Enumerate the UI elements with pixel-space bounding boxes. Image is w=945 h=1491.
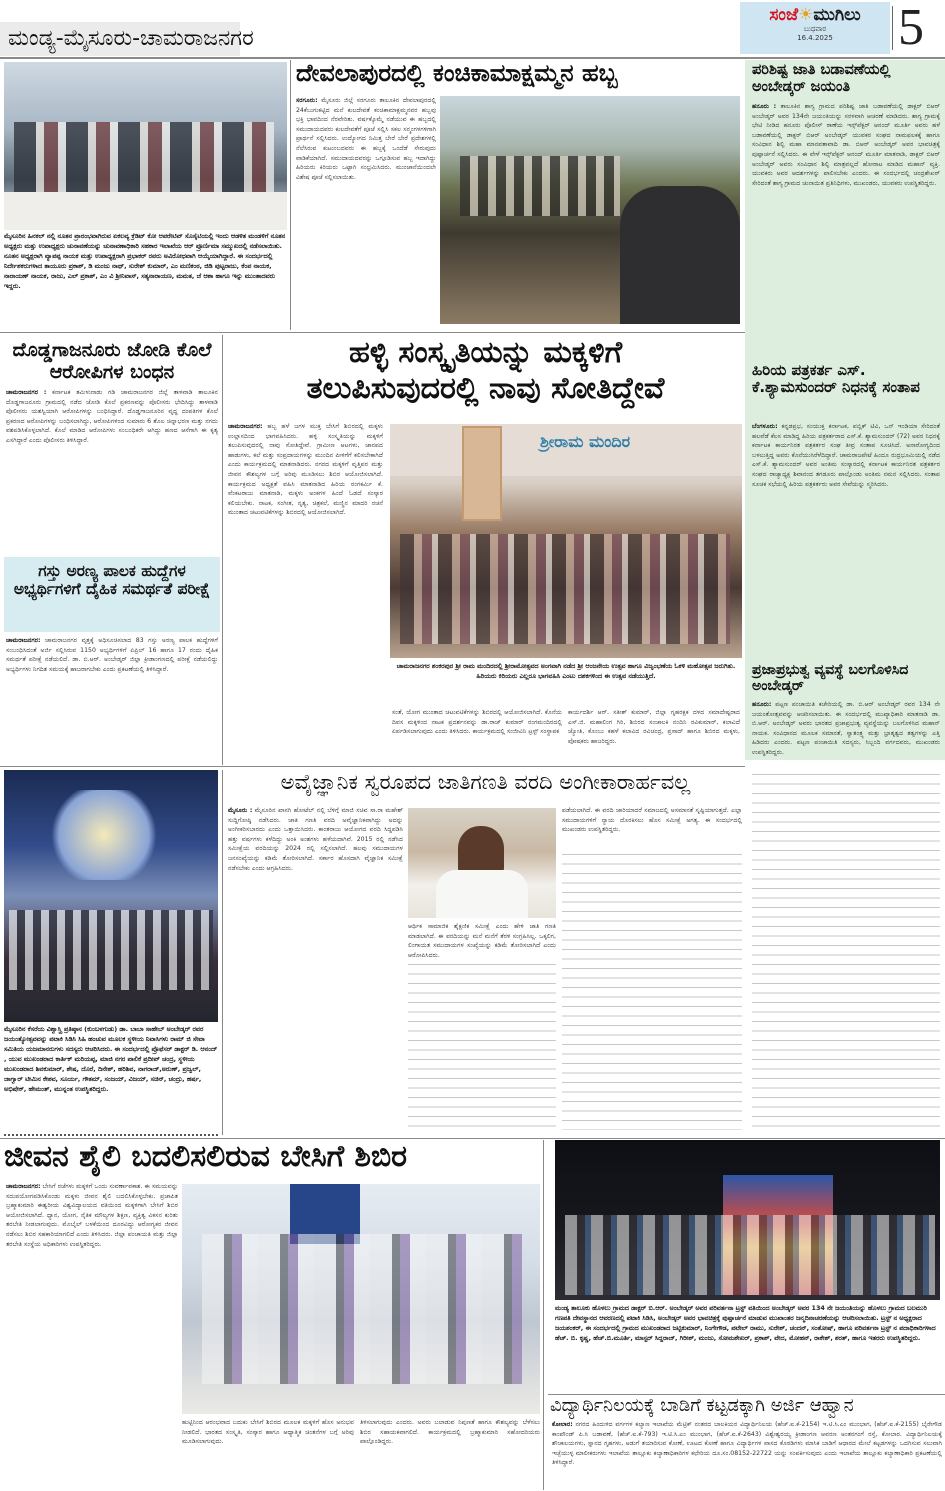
dateline: ಕೋಲಾರ: [552,1421,573,1428]
body-text: ಮೈಸೂರು ಜಿಲ್ಲೆ ಸರಗೂರು ತಾಲೂಕಿನ ದೇವಲಾಪುರದಲ್ಲಿ 24ಕೆಬುಗುಕಟ್ಟಿದ ಮನೆ ಕುಲದೇವತೆ ಕಂಚಿಕಾಮಾಕ್ಷಮ್ಮನವರ ಹಬ್ಬವು ಭಕ್ತಿ ಭಾವದಿಂದ ನೆರವೇರಿತು. ವರ್ಷಕ್ಕೊಮ್ಮೆ ನಡೆಯುವ ಈ ಹಬ್ಬದಲ್ಲಿ ಸಮುದಾಯದವರು ಕುಲದೇವತೆಗೆ ಪೂಜೆ ಸಲ್ಲಿಸಿ ಸಕಲ ಸನ್ಮಂಗಳಗಳಿಗಾಗಿ ಪ್ರಾರ್ಥನೆ ಸಲ್ಲಿಸಿದರು. ಉದ್ಯೋಗದ ನಿಮಿತ್ತ ಬೇರೆ ಬೇರೆ ಪ್ರದೇಶಗಳಲ್ಲಿ ನೆಲೆಸಿರುವ ಕುಟುಂಬದವರು ಈ ಹಬ್ಬಕ್ಕೆ ಒಂದೆಡೆ ಸೇರುವುದು ವಾಡಿಕೆಯಾಗಿದೆ. ಸಮುದಾಯದವರನ್ನು ಒಗ್ಗೂಡಿಸುವ ಹಬ್ಬ ಇದಾಗಿದ್ದು ಹಿರಿಯರು ಕಿರಿಯರು ಒಟ್ಟಾಗಿ ಸಂಭ್ರಮಿಸಿದರು. ಮುಂಜಾನೆಯಿಂದಲೇ ವಿಶೇಷ ಪೂಜೆ ಸಲ್ಲಿಸಲಾಯಿತು. [296,97,436,181]
dateline: ಬೆಂಗಳೂರು: [752,423,778,430]
section-title: ಮಂಡ್ಯ-ಮೈಸೂರು-ಚಾಮರಾಜನಗರ [0,22,240,56]
palm-island-icon: ☀ [798,5,814,25]
parishishta-headline: ಪರಿಶಿಷ್ಟ ಜಾತಿ ಬಡಾವಣೆಯಲ್ಲಿ ಅಂಬೇಡ್ಕರ್ ಜಯಂತಿ [752,62,891,95]
temple-sign: ಶ್ರೀರಾಮ ಮಂದಿರ [540,432,631,451]
column-divider [222,770,223,1135]
coop-meeting-photo [4,62,287,230]
logo-part2: ಮುಗಿಲು [813,5,861,25]
text-continuation [408,960,556,1130]
halli-col3: ಕಾರ್ಯದರ್ಶಿ ಆರ್. ಸತೀಶ್ ಕುಮಾರ್, ಜಿಲ್ಲಾ ಗೃಹರಕ್ಷಕ ದಳದ ಸಮಾದೇಷ್ಟರಾದ ಎಸ್.ಜಿ. ಮಹಾಲಿಂಗ ಗಿರಿ, ಶಿಬಿರದ ಸಂಚಾಲಕಿ ನಂದಿನಿ ರವಿಕುಮಾರ್, ಕಲಾವಿದೆ ಜ್ಯೋತಿ, ಕೊಂಬು ಕಹಳೆ ಕಲಾವಿದ ರವಿಚಂದ್ರ, ಪ್ರಸಾದ್ ಹಾಗೂ ಶಿಬಿರದ ಮಕ್ಕಳು, ಪೋಷಕರು ಹಾಜರಿದ್ದರು. [568,709,740,745]
dateline: ಹನೂರು: [752,701,772,708]
devalapura-festival-photo [440,96,740,324]
halli-headline [228,335,743,407]
body-text: ನಗರದ ಹಿಂದುಳಿದ ವರ್ಗಗಳ ಕಲ್ಯಾಣ ಇಲಾಖೆಯ ಮೆಟ್ರಿಕ್ ನಂತರದ ಬಾಲಕಿಯರ ವಿದ್ಯಾರ್ಥಿನಿಲಯ (ಹೆಚ್.ಐ.ಕೆ-2154) ಇ.ಟಿ.ಸಿ.ಎಂ ಮುಂಭಾಗ, (ಹೆಚ್.ಐ.ಕೆ-2155) ಬೈರೇಗೌಡ ಕಾಂಪೌಂಡ್ ಪಿ.ಸಿ ಬಡಾವಣೆ, (ಹೆಚ್.ಐ.ಕೆ-793) ಇ.ಟಿ.ಸಿ.ಎಂ ಮುಂಭಾಗ, (ಹೆಚ್.ಐ.ಕೆ-2643) ವಿಶ್ವೇಶ್ವರಯ್ಯ ಕ್ರೀಡಾಂಗಣ ಆವರಣ ಅಂತರಗಂಗೆ ರಸ್ತೆ, ಕೋಲಾರ. ವಿದ್ಯಾರ್ಥಿನಿಲಯಕ್ಕೆ ಶೌಚಾಲಯಗಳು, ಸ್ನಾನದ ಗೃಹಗಳು, ಅಡುಗೆ ತಯಾರಿಸುವ ಕೋಣೆ, ಊಟದ ಕೋಣೆ ಹಾಗೂ ವಿದ್ಯಾರ್ಥಿಗಳ ವಾಸದ ಕೊಠಡಿಗಳು ಮಾಸಿಕ ಬಾಡಿಗೆ ಆಧಾರದ ಮೇಲೆ ಕಟ್ಟಡಗಳನ್ನು ಒದಗಿಸುವ ಸಲುವಾಗಿ ಇಚ್ಛೆಯುಳ್ಳ ಮಾಲೀಕರುಗಳು ಇಲಾಖೆಯ ತಾಲ್ಲೂಕು ಕಲ್ಯಾಣಾಧಿಕಾರಿಗಳ ಕಛೇರಿಯ ದೂ.ಸಂ.08152-22722 ಯನ್ನು ಸಂಪರ್ಕಿಸುವುದು ಎಂದು ಇಲಾಖೆಯ ತಾಲ್ಲೂಕು ಕಲ್ಯಾಣಾಧಿಕಾರಿ ಪ್ರಕಟಣೆಯಲ್ಲಿ ತಿಳಿಸಿದ್ದಾರೆ. [552,1421,942,1467]
hostel-headline: ವಿದ್ಯಾರ್ಥಿನಿಲಯಕ್ಕೆ ಬಾಡಿಗೆ ಕಟ್ಟಡಕ್ಕಾಗಿ ಅರ್ಜಿ ಆಹ್ವಾನ [550,1395,854,1416]
body-text: ಬೇಸಿಗೆ ರಜೆಗಳು ಮಕ್ಕಳಿಗೆ ಒಂದು ಸುವರ್ಣಾವಕಾಶ. ಈ ಸಮಯವನ್ನು ಸದುಪಯೋಗಪಡಿಸಿಕೊಂಡು ಮಕ್ಕಳು ಜೀವನ ಶೈಲಿ ಬದಲಿಸಿಕೊಳ್ಳಬೇಕು. ಪ್ರಜಾಪಿತ ಬ್ರಹ್ಮಾಕುಮಾರಿ ಈಶ್ವರೀಯ ವಿಶ್ವವಿದ್ಯಾಲಯದ ವತಿಯಿಂದ ಮಕ್ಕಳಿಗಾಗಿ ಬೇಸಿಗೆ ಶಿಬಿರ ಆಯೋಜಿಸಲಾಗಿದೆ. ಧ್ಯಾನ, ಯೋಗ, ನೈತಿಕ ಮೌಲ್ಯಗಳ ಶಿಕ್ಷಣ, ವ್ಯಕ್ತಿತ್ವ ವಿಕಸನ ಕುರಿತು ತರಬೇತಿ ನೀಡಲಾಗುವುದು. ಮೊಬೈಲ್ ಬಳಕೆಯಿಂದ ದೂರವಿದ್ದು ಆರೋಗ್ಯಕರ ಜೀವನ ನಡೆಸಲು ಶಿಬಿರ ಸಹಕಾರಿಯಾಗಲಿದೆ ಎಂದು ತಿಳಿಸಿದರು. ಜಿಲ್ಲಾ ಪಂಚಾಯತಿ ಮತ್ತು ಜಿಲ್ಲಾ ತರಬೇತಿ ಸಂಸ್ಥೆಯ ಅಧಿಕಾರಿಗಳು ಉಪಸ್ಥಿತರಿದ್ದರು. [6,1183,178,1248]
deity-poster [462,426,502,521]
shyamsundar-headline: ಹಿರಿಯ ಪತ್ರಕರ್ತ ಎಸ್. ಕೆ.ಶ್ಯಾಮಸುಂದರ್ ನಿಧನಕ್ಕೆ ಸಂತಾಪ [752,361,920,397]
parishishta-body [752,102,940,354]
shyamsundar-body [752,422,940,654]
body-text: ಪಟ್ಟಣ ಪಂಚಾಯಿತಿ ಕಚೇರಿಯಲ್ಲಿ ಡಾ. ಬಿ.ಆರ್ ಅಂಬೇಡ್ಕರ್ ರವರ 134 ನೇ ಜಯಂತೋತ್ಸವವನ್ನು ಆಚರಿಸಲಾಯಿತು. ಈ ಸಂದರ್ಭದಲ್ಲಿ ಮುಖ್ಯಾಧಿಕಾರಿ ಮಾತನಾಡಿ ಡಾ. ಬಿ.ಆರ್. ಅಂಬೇಡ್ಕರ್ ಅವರು ಭಾರತದ ಪ್ರಜಾಪ್ರಭುತ್ವ ವ್ಯವಸ್ಥೆಯನ್ನು ಬಲಗೊಳಿಸಿದ ಮಹಾನ್ ನಾಯಕ. ಸಂವಿಧಾನದ ಮೂಲಕ ಸಮಾನತೆ, ಸ್ವಾತಂತ್ರ್ಯ ಮತ್ತು ಭ್ರಾತೃತ್ವದ ತತ್ವಗಳನ್ನು ಎತ್ತಿ ಹಿಡಿದರು ಎಂದರು. ಪಟ್ಟಣ ಪಂಚಾಯಿತಿ ಸದಸ್ಯರು, ಸಿಬ್ಬಂದಿ ವರ್ಗದವರು, ಮುಖಂಡರು ಉಪಸ್ಥಿತರಿದ್ದರು. [752,701,940,757]
press-meet-photo [408,808,556,918]
page-number: 5 [898,0,924,56]
caste-census-headline: ಅವೈಜ್ಞಾನಿಕ ಸ್ವರೂಪದ ಜಾತಿಗಣತಿ ವರದಿ ಅಂಗೀಕಾರಾರ್ಹವಲ್ಲ [280,770,691,794]
headline-line-2: ತಲುಪಿಸುವುದರಲ್ಲಿ ನಾವು ಸೋತಿದ್ದೇವೆ [306,371,665,406]
text-continuation [562,850,742,1130]
holalu-ambedkar-photo [555,1140,940,1300]
halli-body [228,422,383,762]
summer-camp-col3: ತಿಳಿಸಲಾಗುವುದು ಎಂದರು. ಅವರು ಬಲಾಡುವ ನಿಪುಣತೆ ಹಾಗೂ ಕೌಶಲ್ಯವನ್ನು ಬೆಳೆಸಲು ಶಿಬಿರ ಸಹಾಯಕವಾಗಲಿದೆ. ಕಾರ್ಯಕ್ರಮದಲ್ಲಿ ಬ್ರಹ್ಮಾಕುಮಾರಿ ಸಹೋದರಿಯರು ಪಾಲ್ಗೊಂಡಿದ್ದರು. [360,1419,540,1446]
forest-guard-headline: ಗಸ್ತು ಅರಣ್ಯ ಪಾಲಕ ಹುದ್ದೆಗಳ ಅಭ್ಯರ್ಥಿಗಳಿಗೆ ದೈಹಿಕ ಸಮರ್ಥತೆ ಪರೀಕ್ಷೆ [13,562,211,598]
rama-mandir-caption: ಚಾಮರಾಜನಗರ ಶಂಕರಪುರ ಶ್ರೀ ರಾಮ ಮಂದಿರದಲ್ಲಿ ಶ್ರೀರಾಮೋತ್ಸವದ ಅಂಗವಾಗಿ ನಡೆದ ಶ್ರೀ ಆಂಜನೇಯ ಉತ್ಸವ ಹಾಗೂ ವಿಜೃಂಭಣೆಯ ಓಕಳಿ ಮಹೋತ್ಸವ ಜರುಗಿತು. ಹಿರಿಯರು ಕಿರಿಯರು ಎಲ್ಲರೂ ಭಾಗವಹಿಸಿ ಎಂಟು ದಶಕಗಳಿಂದ ಈ ಉತ್ಸವ ನಡೆಯುತ್ತಿದೆ. [396,662,736,680]
dateline: ಚಾಮರಾಜನಗರ: [228,423,263,430]
column-divider [222,335,223,765]
dateline: ಸರಗೂರು: [296,97,318,104]
column-divider [543,1140,544,1490]
section-rule [0,766,745,767]
caste-census-col2: ಆರ್ಥಿಕ ಸಾಮಾಜಿಕ ಶೈಕ್ಷಣಿಕ ಸಮೀಕ್ಷೆ ಎಂದು ಹೇಳಿ ಜಾತಿ ಗಣತಿ ಮಾಡಲಾಗಿದೆ. ಈ ವರದಿಯನ್ನು ಮನೆ ಮನೆಗೆ ತೆರಳಿ ಸಂಗ್ರಹಿಸಿಲ್ಲ. ಒಕ್ಕಲಿಗ, ಲಿಂಗಾಯತ ಸಮುದಾಯಗಳ ಸಂಖ್ಯೆಯನ್ನು ಕಡಿಮೆ ತೋರಿಸಲಾಗಿದೆ ಎಂದು ಆರೋಪಿಸಿದರು. [408,923,556,959]
issue-day: ಬುಧವಾರ [803,25,827,33]
doddagajanur-headline: ದೊಡ್ಡಗಾಜನೂರು ಜೋಡಿ ಕೊಲೆ ಆರೋಪಿಗಳ ಬಂಧನ [12,339,212,383]
halli-col2: ಸಂತೆ, ಯೋಗ ಮುಂತಾದ ಚಟುವಟಿಕೆಗಳನ್ನು ಶಿಬಿರದಲ್ಲಿ ಆಯೋಜಿಸಲಾಗಿದೆ. ಕೊನೆಯ ದಿವಸ ಮಕ್ಕಳಿಂದ ನಾಟಕ ಪ್ರದರ್ಶನವನ್ನು ಡಾ.ರಾಜ್ ಕುಮಾರ್ ರಂಗಮಂದಿರದಲ್ಲಿ ಏರ್ಪಡಿಸಲಾಗುವುದು ಎಂದು ತಿಳಿಸಿದರು. ಕಾರ್ಯಕ್ರಮದಲ್ಲಿ ಸಂಜೀವಿನಿ ಟ್ರಸ್ಟ್ ಸಂಸ್ಥಾಪಕ [392,709,562,736]
body-text: ಕನ್ನಡಪ್ರಭ, ಸಂಯುಕ್ತ ಕರ್ನಾಟಕ, ಪಬ್ಲಿಕ್ ಟಿವಿ, ಒನ್ ಇಂಡಿಯಾ ಸೇರಿದಂತೆ ಹಲವೆಡೆ ಕೆಲಸ ಮಾಡಿದ್ದ ಹಿರಿಯ ಪತ್ರಕರ್ತರಾದ ಎಸ್.ಕೆ. ಶ್ಯಾಮಸುಂದರ್ (72) ಅವರ ನಿಧನಕ್ಕೆ ಕರ್ನಾಟಕ ಕಾರ್ಯನಿರತ ಪತ್ರಕರ್ತರ ಸಂಘ ತೀವ್ರ ಸಂತಾಪ ಸೂಚಿಸಿದೆ. ಅನಾರೋಗ್ಯದಿಂದ ಬಳಲುತ್ತಿದ್ದ ಅವರು ಕೊನೆಯುಸಿರೆಳೆದಿದ್ದಾರೆ. ಚಾಮರಾಜಪೇಟೆ ಹಿಂದೂ ರುದ್ರಭೂಮಿಯಲ್ಲಿ ನಡೆದ ಎಸ್.ಕೆ. ಶ್ಯಾಮಸುಂದರ್ ಅವರ ಅಂತಿಮ ಸಂಸ್ಕಾರದಲ್ಲಿ ಕರ್ನಾಟಕ ಕಾರ್ಯನಿರತ ಪತ್ರಕರ್ತರ ಸಂಘದ ರಾಜ್ಯಾಧ್ಯಕ್ಷ ಶಿವಾನಂದ ತಗಡೂರು ಪಾಲ್ಗೊಂಡು ಅಂತಿಮ ನಮನ ಸಲ್ಲಿಸಿದರು. ಸಂತಾಪ ಸೂಚಕ ಸಭೆಯಲ್ಲಿ ಹಿರಿಯ ಪತ್ರಕರ್ತರು ಅವರ ಸೇವೆಯನ್ನು ಸ್ಮರಿಸಿದರು. [752,423,940,488]
kumbalgudu-caption: ಮೈಸೂರಿನ ಕೆಸರೆಯ ವಿಶ್ವಾಸ್ತ್ರಿ ಪ್ರತಿಷ್ಠಾನ (ಕುಂಬಳಗುಡು) ಡಾ. ಬಾಬಾ ಸಾಹೇಬ್ ಅಂಬೇಡ್ಕರ್ ರವರ ಜಯಂತ್ಯೋತ್ಸವವನ್ನು ಪಟಾಕಿ ಸಿಡಿಸಿ ಸಿಹಿ ಹಂಚುವ ಮೂಲಕ ಸ್ಥಳೀಯ ನಿವಾಸಿಗಳು ರಾಮ್ ಜಿ ಸೇವಾ ಸಮಿತಿಯ ಯಜಮಾನರುಗಳು ಸದಸ್ಯರು ಆಚರಿಸಿದರು. ಈ ಸಂದರ್ಭದಲ್ಲಿ ಪ್ರೊಫೆಸರ್ ಡಾಕ್ಟರ್ ಡಿ. ಆನಂದ್ , ಯುವ ಮುಖಂಡರಾದ ಕಾರ್ತಿಕ್ ಮರಿಯಪ್ಪ, ಮಾಜಿ ನಗರ ಪಾಲಿಕೆ ಪ್ರದೀಪ್ ಚಂದ್ರ, ಸ್ಥಳೀಯ ಮುಖಂಡರಾದ ಶಿವಕುಮಾರ್, ಶೇಷ, ದೊರೆ, ದಿನೇಶ್, ಹರಿಶಿವ, ನಾಗರಾಜ್,ಅರುಣ್, ಪ್ರಜ್ವಲ್, ಜಾಗ್ವಾರ್ ಟೀಮಿನ ಕೇಶವ, ಸೂರ್ಯ, ಗೌತಮ್, ಸಂಜಯ್, ವಿಜಯ್, ಸಚಿನ್, ಚಂದ್ರು, ಹರ್ಷ, ಅಭಿಷೇಕ್, ಹೇಮಂತ್, ಮುನ್ನಂತ ಉಪಸ್ಥಿತರಿದ್ದರು. [4,1025,218,1093]
caste-census-col3: ಪಡೆಯಲಾಗಿದೆ. ಈ ವರದಿ ಜಾರಿಯಾದರೆ ಸಮಾಜದಲ್ಲಿ ಅಸಮಾನತೆ ಸೃಷ್ಟಿಯಾಗುತ್ತದೆ. ಎಲ್ಲಾ ಸಮುದಾಯಗಳಿಗೆ ನ್ಯಾಯ ದೊರಕಿಸಲು ಹೊಸ ಸಮೀಕ್ಷೆ ಅಗತ್ಯ. ಈ ಸಂದರ್ಭದಲ್ಲಿ ಮುಖಂಡರು ಉಪಸ್ಥಿತರಿದ್ದರು. [562,807,742,834]
section-rule [0,332,745,333]
masthead-logo-box [740,2,890,54]
issue-date: 16.4.2025 [797,34,833,42]
summer-camp-col2: ಹುಟ್ಟಿನಿಂದ ಆರಂಭವಾದ ಬದುಕು ಬೇಸಿಗೆ ಶಿಬಿರದ ಮೂಲಕ ಮಕ್ಕಳಿಗೆ ಹೊಸ ಅನುಭವ ನೀಡಲಿದೆ. ಭಾರತದ ಸಂಸ್ಕೃತಿ, ಸಂಸ್ಕಾರ ಹಾಗೂ ಆಧ್ಯಾತ್ಮಿಕ ಚಿಂತನೆಗಳ ಬಗ್ಗೆ ಅರಿವು ಮೂಡಿಸಲಾಗುವುದು. [182,1419,354,1446]
body-text: ತಾಲೂಕಿನ ಶಾಗ್ಯ ಗ್ರಾಮದ ಪರಿಶಿಷ್ಟ ಜಾತಿ ಬಡಾವಣೆಯಲ್ಲಿ ಡಾಕ್ಟರ್ ಬಿಆರ್ ಅಂಬೇಡ್ಕರ್ ಅವರ 134ನೇ ಜಯಂತಿಯನ್ನು ಸರಳವಾಗಿ ಆಚರಣೆ ಮಾಡಿದರು. ಶಾಗ್ಯ ಗ್ರಾಮಕ್ಕೆ ಭೇಟಿ ನೀಡಿದ ಹನೂರು ಪೊಲೀಸ್ ಠಾಣೆಯ ಇನ್ಸ್‌ಪೆಕ್ಟರ್ ಆನಂದ್ ಮೂರ್ತಿ ಅವರು ಹಳೆ ಬಡಾವಣೆಯಲ್ಲಿ ಡಾಕ್ಟರ್ ಬಿಆರ್ ಅಂಬೇಡ್ಕರ್ ಯುವಕರ ಸಂಘದ ನಾಮಫಲಕಕ್ಕೆ ಹಾಗೂ ಸಂವಿಧಾನ ಶಿಲ್ಪಿ ಮಹಾ ಮಾನವತಾವಾದಿ ಡಾ. ಬಿಆರ್ ಅಂಬೇಡ್ಕರ್ ಅವರ ಭಾವಚಿತ್ರಕ್ಕೆ ಪುಷ್ಪಾರ್ಚನೆ ಸಲ್ಲಿಸಿದರು. ಈ ವೇಳೆ ಇನ್ಸ್‌ಪೆಕ್ಟರ್ ಆನಂದ್ ಮೂರ್ತಿ ಮಾತನಾಡಿ, ಡಾಕ್ಟರ್ ಬಿಆರ್ ಅಂಬೇಡ್ಕರ್ ಅವರು ಸಂವಿಧಾನ ಶಿಲ್ಪಿ ಮಾತ್ರವಲ್ಲದೆ ಹೋರಾಟ ಮಾಡಿದ ಮಹಾನ್ ವ್ಯಕ್ತಿ. ಯುವಕರು ಅವರ ಆದರ್ಶಗಳನ್ನು ಪಾಲಿಸಬೇಕು ಎಂದರು. ಈ ಸಂದರ್ಭದಲ್ಲಿ ಚಂದ್ರಶೇಖರ್ ಸೇರಿದಂತೆ ಶಾಗ್ಯ ಗ್ರಾಮದ ಚುನಾಯಿತ ಪ್ರತಿನಿಧಿಗಳು, ಮುಖಂಡರು, ಯುವಕರು ಉಪಸ್ಥಿತರಿದ್ದರು. [752,103,940,187]
summer-camp-body [6,1182,178,1487]
summer-camp-headline: ಜೀವನ ಶೈಲಿ ಬದಲಿಸಲಿರುವ ಬೇಸಿಗೆ ಶಿಬಿರ [4,1139,407,1174]
body-text: ಹಬ್ಬ ಹಳೆ ಜಗಳ ಮುಕ್ತ ಬೇಸಿಗೆ ಶಿಬಿರದಲ್ಲಿ ಮಕ್ಕಳು ಉಲ್ಲಾಸದಿಂದ ಭಾಗವಹಿಸಿದರು. ಹಳ್ಳಿ ಸಂಸ್ಕೃತಿಯನ್ನು ಮಕ್ಕಳಿಗೆ ತಲುಪಿಸುವುದರಲ್ಲಿ ನಾವು ಸೋತಿದ್ದೇವೆ. ಗ್ರಾಮೀಣ ಆಟಗಳು, ಜಾನಪದ ಹಾಡುಗಳು, ಕಲೆ ಮತ್ತು ಸಂಪ್ರದಾಯಗಳನ್ನು ಮುಂದಿನ ಪೀಳಿಗೆಗೆ ಕಲಿಸಬೇಕಾಗಿದೆ ಎಂದು ಕಾರ್ಯಕ್ರಮದಲ್ಲಿ ಮಾತನಾಡಿದರು. ನಗರದ ಮಕ್ಕಳಿಗೆ ವೃತ್ತಿಪರ ಮತ್ತು ಜೀವನ ಕೌಶಲ್ಯಗಳ ಬಗ್ಗೆ ಅರಿವು ಮೂಡಿಸಲು ಶಿಬಿರ ಆಯೋಜಿಸಲಾಗಿದೆ. ಕಾರ್ಯಕ್ರಮದ ಅಧ್ಯಕ್ಷತೆ ವಹಿಸಿ ಮಾತನಾಡಿದ ಹಿರಿಯ ರಂಗಕರ್ಮಿ ಕೆ. ವೆಂಕಟರಾಜು ಮಾತನಾಡಿ, ಮಕ್ಕಳು ಅಂಕಗಳ ಹಿಂದೆ ಓಡದೆ ಸಂಸ್ಕಾರ ಕಲಿಯಬೇಕು. ನಾಟಕ, ಸಂಗೀತ, ನೃತ್ಯ, ಚಿತ್ರಕಲೆ, ಮಣ್ಣಿನ ಮಾದರಿ ರಚನೆ ಮುಂತಾದ ಚಟುವಟಿಕೆಗಳನ್ನು ಶಿಬಿರದಲ್ಲಿ ಆಯೋಜಿಸಲಾಗಿದೆ. [228,423,383,517]
body-text: ಚಾಮರಾಜನಗರ ವೃತ್ತಕ್ಕೆ ಅಧಿಸೂಚಿಸಲಾದ 83 ಗಸ್ತು ಅರಣ್ಯ ಪಾಲಕ ಹುದ್ದೆಗಳಿಗೆ ಸಂಬಂಧಿಸಿದಂತೆ ಅರ್ಜಿ ಸಲ್ಲಿಸಿರುವ 1150 ಅಭ್ಯರ್ಥಿಗಳಿಗೆ ಏಪ್ರಿಲ್ 16 ಹಾಗೂ 17 ರಂದು ದೈಹಿಕ ಸಮರ್ಥತೆ ಪರೀಕ್ಷೆ ನಡೆಯಲಿದೆ. ಡಾ. ಬಿ.ಆರ್. ಅಂಬೇಡ್ಕರ್ ಜಿಲ್ಲಾ ಕ್ರೀಡಾಂಗಣದಲ್ಲಿ ಪರೀಕ್ಷೆ ನಡೆಯಲಿದ್ದು ಅಭ್ಯರ್ಥಿಗಳು ನಿಗದಿತ ಸಮಯಕ್ಕೆ ಹಾಜರಾಗಬೇಕು ಎಂದು ಪ್ರಕಟಣೆಯಲ್ಲಿ ತಿಳಿಸಿದ್ದಾರೆ. [6,637,218,673]
summer-camp-photo [182,1184,540,1414]
newspaper-logo [740,2,890,25]
devalapura-headline: ದೇವಲಾಪುರದಲ್ಲಿ ಕಂಚಿಕಾಮಾಕ್ಷಮ್ಮನ ಹಬ್ಬ [296,59,618,87]
dateline: ಚಾಮರಾಜನಗರ: [6,637,41,644]
dateline: ಹನೂರು : [752,103,777,110]
body-text: ಮೈಸೂರಿನ ಖಾಸಗಿ ಹೋಟೆಲ್ ನಲ್ಲಿ ಬೆಳಿಗ್ಗೆ ಮಾಜಿ ಸಚಿವ ಸಾ.ರಾ ಮಹೇಶ್ ಸುದ್ದಿಗೋಷ್ಠಿ ನಡೆಸಿದರು. ಜಾತಿ ಗಣತಿ ವರದಿ ಅವೈಜ್ಞಾನಿಕವಾಗಿದ್ದು ಅದನ್ನು ಅಂಗೀಕರಿಸಬಾರದು ಎಂದು ಒತ್ತಾಯಿಸಿದರು. ಕಾಂತರಾಜು ಆಯೋಗದ ವರದಿ ಸಿದ್ಧಪಡಿಸಿ ಹತ್ತು ವರ್ಷಗಳು ಕಳೆದಿದ್ದು ಅಂಕಿ ಅಂಶಗಳು ಹಳೆಯದಾಗಿವೆ. 2015 ರಲ್ಲಿ ನಡೆಸಿದ ಸಮೀಕ್ಷೆಯ ವರದಿಯನ್ನು 2024 ರಲ್ಲಿ ಸಲ್ಲಿಸಲಾಗಿದೆ. ಹಲವು ಸಮುದಾಯಗಳ ಜನಸಂಖ್ಯೆಯನ್ನು ಕಡಿಮೆ ತೋರಿಸಲಾಗಿದೆ. ಸರ್ಕಾರ ಹೊಸದಾಗಿ ವೈಜ್ಞಾನಿಕ ಸಮೀಕ್ಷೆ ನಡೆಸಬೇಕು ಎಂದು ಆಗ್ರಹಿಸಿದರು. [228,807,403,872]
caste-census-body [228,806,403,1131]
divider [892,6,893,50]
coop-caption: ಮೈಸೂರಿನ ಹಿನಕಲ್ ನಲ್ಲಿ ನೂತನ ಪ್ರಾರಂಭವಾಗಿರುವ ಏಕಲವ್ಯ ಕ್ರೆಡಿಟ್ ಕೋ ಆಪರೇಟಿವ್ ಸೊಸೈಟಿಯಲ್ಲಿ ಇಂದು ಆಡಳಿತ ಮಂಡಳಿಗೆ ನೂತನ ಅಧ್ಯಕ್ಷರು ಮತ್ತು ಉಪಾಧ್ಯಕ್ಷರು ಚುನಾವಣೆಯನ್ನು ಚುನಾವಣಾಧಿಕಾರಿ ಸಹಕಾರ ಇಲಾಖೆಯ ಆರ್ ಪ್ರೂರ್ಣಿಮಾ ಸಮ್ಮುಖದಲ್ಲಿ ನಡೆಸಲಾಯಿತು. ನೂತನ ಅಧ್ಯಕ್ಷರಾಗಿ ವ್ಯಾಪಪ್ಪ ನಾಯಕ ಮತ್ತು ಉಪಾಧ್ಯಕ್ಷರಾಗಿ ಪ್ರಭಾಕರ್ ರವರು ಅವಿರೋಧವಾಗಿ ಆಯ್ಕೆಯಾಗಿದ್ದಾರೆ. ಈ ಸಂದರ್ಭದಲ್ಲಿ ನಿರ್ದೇಶಕರುಗಳಾದ ತಾಯೂರು ಪ್ರಕಾಶ್, ಡಿ ಮಂಜು ನಾಥ್, ಸುರೇಶ್ ಕುಮಾರ್, ಎಂ ಮಣಿಕಂಠ, ಜಿಡಿ ಪುಟ್ಟರಾಜು, ಕೆಂಪ ನಾಯಕ, ನಾರಾಯಣ್ ನಾಯಕ, ರಾಜು, ಎಲ್ ಪ್ರಕಾಶ್, ಎಂ ವಿ ಶ್ರೀನಿವಾಸ್, ಸತ್ಯನಾರಾಯಣ, ಮಮತ, ಜೆ ಆಶಾ ಹಾಗೂ ಇನ್ನು ಮುಂತಾದವರು ಇದ್ದರು. [4,232,286,290]
masthead [740,2,945,54]
dateline: ಚಾಮರಾಜನಗರ : [6,389,47,396]
rama-mandir-photo [390,424,742,658]
headline-line-1: ಹಳ್ಳಿ ಸಂಸ್ಕೃತಿಯನ್ನು ಮಕ್ಕಳಿಗೆ [348,335,623,370]
dateline: ಮೈಸೂರು : [228,807,253,814]
column-divider [290,60,291,330]
dateline: ಚಾಮರಾಜನಗರ: [6,1183,41,1190]
holalu-caption: ಮಂಡ್ಯ ತಾಲೂಕು ಹೊಳಲು ಗ್ರಾಮದ ಡಾಕ್ಟರ್ ಬಿ.ಆರ್. ಅಂಬೇಡ್ಕರ್ ಅವರ ಪರಿವರ್ತನಾ ಟ್ರಸ್ಟ್ ವತಿಯಿಂದ ಅಂಬೇಡ್ಕರ್ ಅವರ 134 ನೇ ಜಯಂತಿಯನ್ನು ಹೊಳಲು ಗ್ರಾಮದ ಬಲಮುರಿ ಗಣಪತಿ ದೇವಸ್ಥಾನದ ಆವರಣದಲ್ಲಿ ಪಟಾಕಿ ಸಿಡಿಸಿ, ಅಂಬೇಡ್ಕರ್ ಅವರ ಭಾವಚಿತ್ರಕ್ಕೆ ಪುಷ್ಪಾರ್ಚನೆ ಮಾಡುವ ಮುಖಾಂತರ ಜನ್ಮದಿನಾಚರಣೆಯನ್ನು ಆಚರಿಸಲಾಯಿತು. ಟ್ರಸ್ಟ್ ನ ಅಧ್ಯಕ್ಷರಾದ ಜಯಶಂಕರ್, ಈ ಸಂದರ್ಭದಲ್ಲಿ ಗ್ರಾಮದ ಮುಖಂಡರಾದ ಜಟ್ಟಿಕುಮಾರ್, ನಿಂಗೇಗೌಡ, ಪಟೇಲ್ ರಾಮು, ಸುರೇಶ್, ಚಂದನ್, ಸಂತೋಷ್, ಹಾಗೂ ಪರಿವರ್ತನಾ ಟ್ರಸ್ಟ್ ನ ಪದಾಧಿಕಾರಿಗಳಾದ ಹೆಚ್. ಬಿ. ಕೃಷ್ಣ, ಹೆಚ್.ಬಿ.ಮೂರ್ತಿ, ಮಾಸ್ಟರ್ ಸಿದ್ದರಾಜ್, ಗಿರೀಶ್, ಮಂಜು, ಸೋಮಶೇಖರ್, ಪ್ರಕಾಶ್, ವೇದ, ಮೋಹನ್, ರಾಕೇಶ್, ಶರತ್, ಹಾಗೂ ಇತರರು ಉಪಸ್ಥಿತರಿದ್ದರು. [555,1304,936,1342]
dotted-divider [4,1134,218,1136]
logo-part1: ಸಂಜೆ [769,5,799,25]
forest-guard-headline-box [4,557,220,632]
devalapura-body [296,96,436,324]
ambedkar-celebration-photo [4,770,218,1022]
forest-guard-body [6,636,218,761]
doddagajanur-body [6,388,218,553]
hostel-body [552,1420,942,1488]
body-text: ಕರ್ನಾಟಕ ತಮಿಳುನಾಡು ಗಡಿ ಚಾಮರಾಜನಗರ ಜಿಲ್ಲೆ ತಾಳವಾಡಿ ತಾಲೂಕಿನ ದೊಡ್ಡಗಾಜನೂರು ಗ್ರಾಮದಲ್ಲಿ ನಡೆದ ಜೋಡಿ ಕೊಲೆ ಪ್ರಕರಣವನ್ನು ಪೊಲೀಸರು ಭೇದಿಸಿದ್ದು ತಾಳವಾಡಿ ಪೊಲೀಸರು ಯಶಸ್ವಿಯಾಗಿ ಆರೋಪಿಗಳನ್ನು ಬಂಧಿಸಿದ್ದಾರೆ. ದೊಡ್ಡಗಾಜನೂರಿನ ವೃದ್ಧ ದಂಪತಿಗಳ ಕೊಲೆ ಪ್ರಕರಣದ ಆರೋಪಿಗಳನ್ನು ಬಂಧಿಸಲಾಗಿದ್ದು, ಆರೋಪಿಗಳಿಂದ ಸುಮಾರು 6 ತೊಲ ಚಿನ್ನಾಭರಣ ಮತ್ತು ನಗದು ವಶಪಡಿಸಿಕೊಳ್ಳಲಾಗಿದೆ. ಕೊಲೆ ಮಾಡಿದ ಆರೋಪಿಗಳು ಸಂಬಂಧಿಕರೇ ಆಗಿದ್ದು ಹಣದ ಆಸೆಗಾಗಿ ಈ ಕೃತ್ಯ ಎಸಗಿದ್ದಾರೆ ಎಂದು ಪೊಲೀಸರು ತಿಳಿಸಿದ್ದಾರೆ. [6,389,218,445]
text-continuation [752,770,940,1130]
prajaprabhutva-headline: ಪ್ರಜಾಪ್ರಭುತ್ವ ವ್ಯವಸ್ಥೆ ಬಲಗೊಳಿಸಿದ ಅಂಬೇಡ್ಕರ್ [752,662,909,695]
